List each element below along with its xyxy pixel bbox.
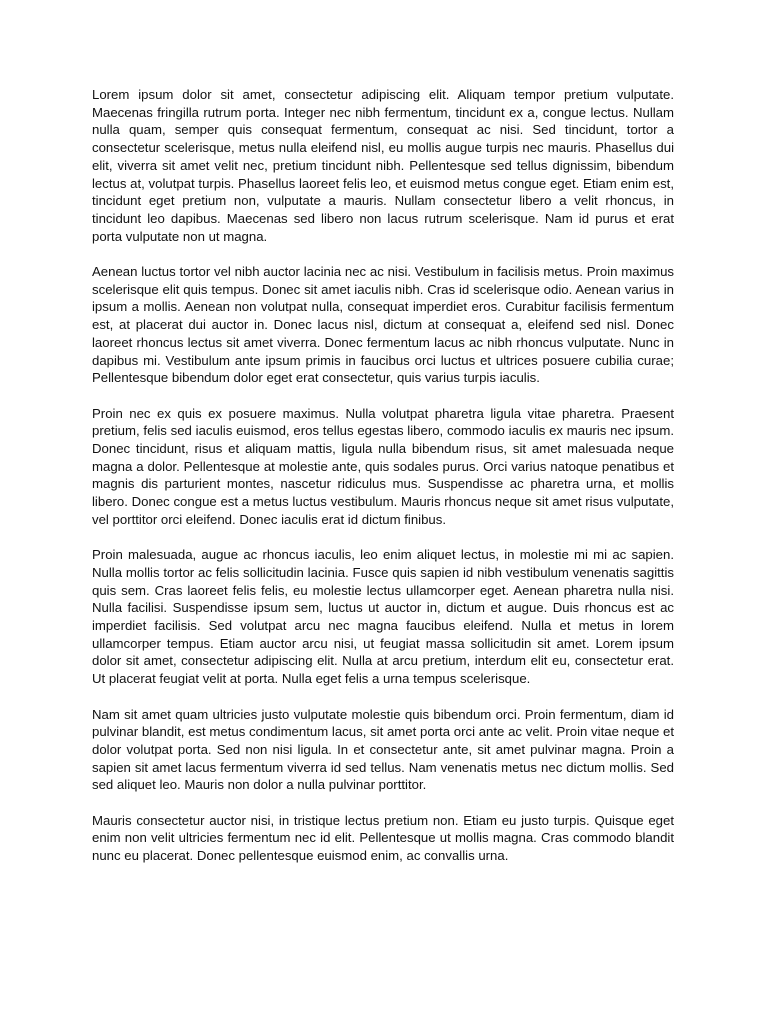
paragraph-4: Proin malesuada, augue ac rhoncus iaculis, leo enim aliquet lectus, in molestie mi mi ac sapien. Nulla mollis tortor ac felis sollicitudin lacinia. Fusce quis sapien id nibh vestibulum venenatis sagittis quis sem. Cras laoreet felis felis, eu molestie lectus ullamcorper eget. Aenean pharetra nulla nisi. Nulla facilisi. Suspendisse ipsum sem, luctus ut auctor in, dictum et augue. Duis rhoncus est ac imperdiet facilisis. Sed volutpat arcu nec magna faucibus eleifend. Nulla et metus in lorem ullamcorper tempus. Etiam auctor arcu nisi, ut feugiat massa sollicitudin sit amet. Lorem ipsum dolor sit amet, consectetur adipiscing elit. Nulla at arcu pretium, interdum elit eu, consectetur erat. Ut placerat feugiat velit at porta. Nulla eget felis a urna tempus scelerisque. <box>92 547 674 687</box>
paragraph-2: Aenean luctus tortor vel nibh auctor lacinia nec ac nisi. Vestibulum in facilisis metus. Proin maximus scelerisque elit quis tempus. Donec sit amet iaculis nibh. Cras id scelerisque odio. Aenean varius in ipsum a mollis. Aenean non volutpat nulla, consequat imperdiet eros. Curabitur facilisis fermentum est, at placerat dui auctor in. Donec lacus nisl, dictum at consequat a, eleifend sed nisl. Donec laoreet rhoncus lectus sit amet viverra. Donec fermentum lacus ac nibh rhoncus vulputate. Nunc in dapibus mi. Vestibulum ante ipsum primis in faucibus orci luctus et ultrices posuere cubilia curae; Pellentesque bibendum dolor eget erat consectetur, quis varius turpis iaculis. <box>92 264 674 386</box>
paragraph-3: Proin nec ex quis ex posuere maximus. Nulla volutpat pharetra ligula vitae pharetra. Praesent pretium, felis sed iaculis euismod, eros tellus egestas libero, commodo iaculis ex mauris nec ipsum. Donec tincidunt, risus et aliquam mattis, ligula nulla bibendum risus, sit amet malesuada neque magna a dolor. Pellentesque at molestie ante, quis sodales purus. Orci varius natoque penatibus et magnis dis parturient montes, nascetur ridiculus mus. Suspendisse ac pharetra urna, et mollis libero. Donec congue est a metus luctus vestibulum. Mauris rhoncus neque sit amet risus vulputate, vel porttitor orci eleifend. Donec iaculis erat id dictum finibus. <box>92 405 674 527</box>
paragraph-5: Nam sit amet quam ultricies justo vulputate molestie quis bibendum orci. Proin fermentum, diam id pulvinar blandit, est metus condimentum lacus, sit amet porta orci ante ac velit. Proin vitae neque et dolor volutpat porta. Sed non nisi ligula. In et consectetur ante, sit amet pulvinar magna. Proin a sapien sit amet lacus fermentum viverra id sed tellus. Nam venenatis metus nec dictum mollis. Sed sed aliquet leo. Mauris non dolor a nulla pulvinar porttitor. <box>92 706 674 793</box>
document-page <box>92 86 674 936</box>
paragraph-1: Lorem ipsum dolor sit amet, consectetur adipiscing elit. Aliquam tempor pretium vulputate. Maecenas fringilla rutrum porta. Integer nec nibh fermentum, tincidunt ex a, congue lectus. Nullam nulla quam, semper quis consequat fermentum, consequat ac nisi. Sed tincidunt, tortor a consectetur scelerisque, metus nulla eleifend nisl, eu mollis augue turpis nec mauris. Phasellus dui elit, viverra sit amet velit nec, pretium tincidunt nibh. Pellentesque sed tellus dignissim, bibendum lectus at, volutpat turpis. Phasellus laoreet felis leo, et euismod metus congue eget. Etiam enim est, tincidunt eget pretium non, vulputate a mauris. Nullam consectetur libero a velit rhoncus, in tincidunt leo dapibus. Maecenas sed libero non lacus rutrum scelerisque. Nam id purus et erat porta vulputate non ut magna. <box>92 87 674 244</box>
paragraph-6: Mauris consectetur auctor nisi, in tristique lectus pretium non. Etiam eu justo turpis. Quisque eget enim non velit ultricies fermentum nec id elit. Pellentesque ut mollis magna. Cras commodo blandit nunc eu placerat. Donec pellentesque euismod enim, ac convallis urna. <box>92 812 674 864</box>
